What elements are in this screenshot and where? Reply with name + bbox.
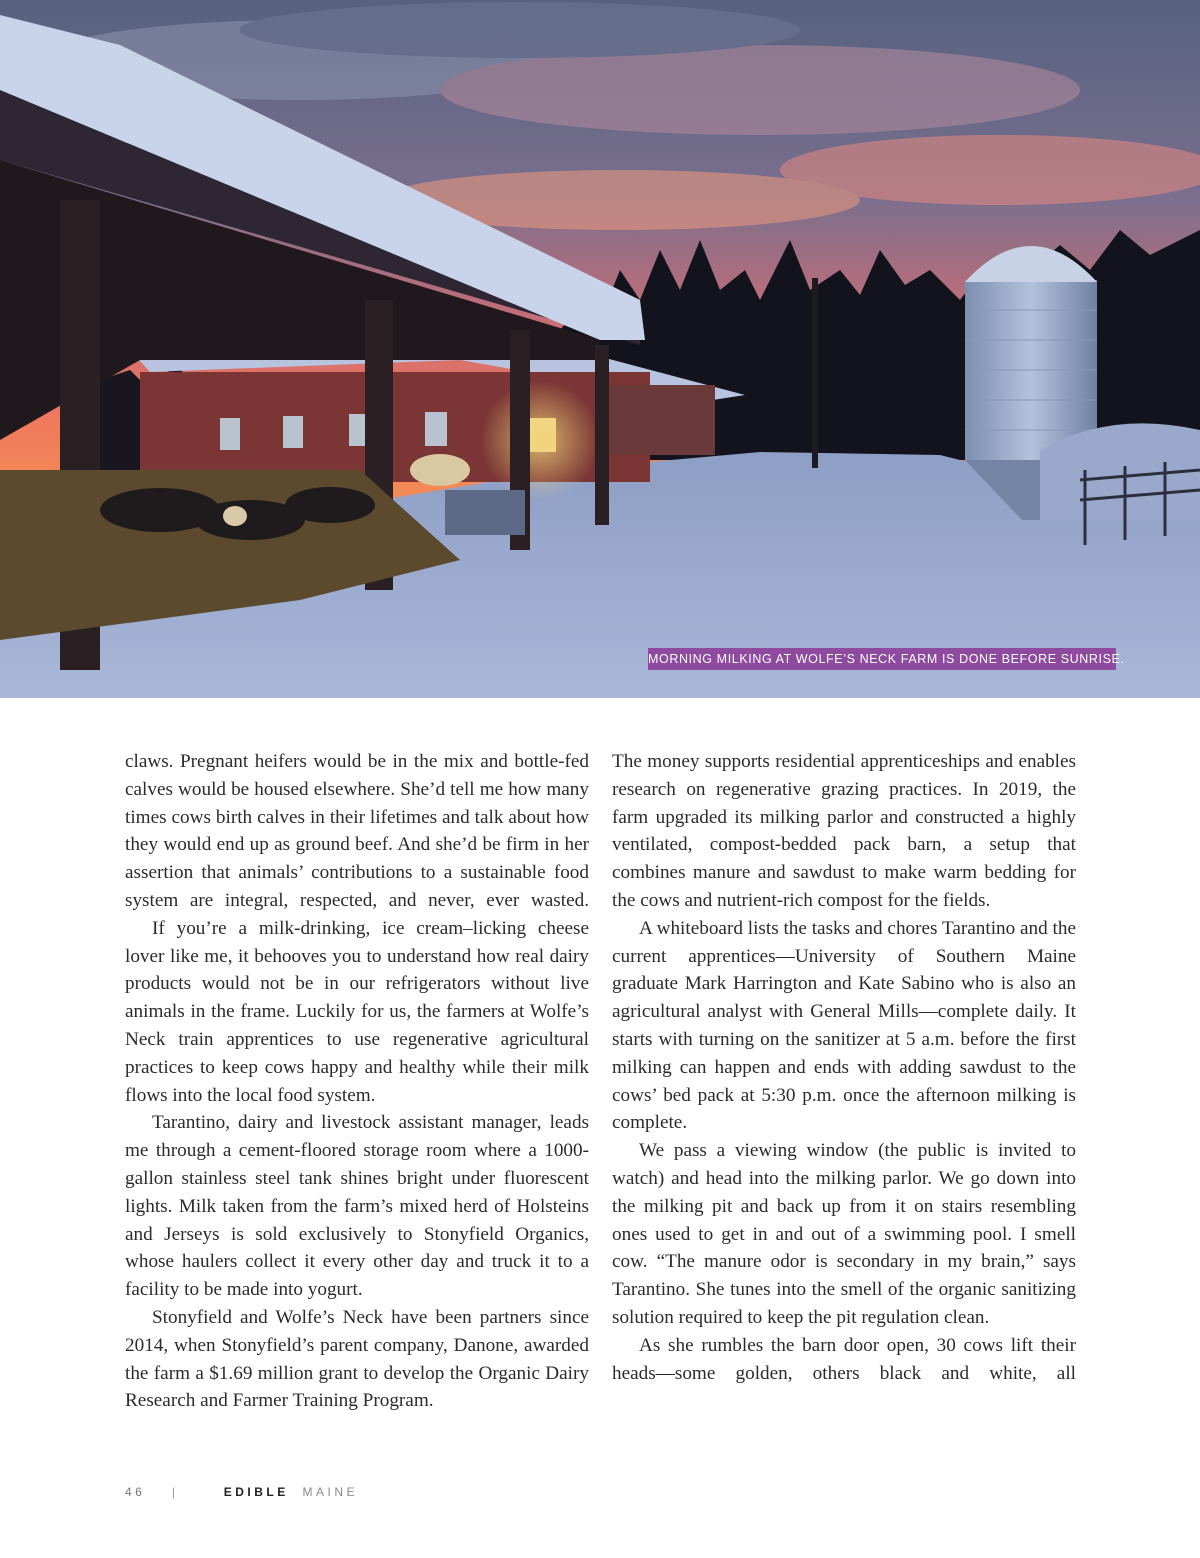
cart [445,490,525,535]
utility-pole [812,278,818,468]
hero-photo [0,0,1200,698]
paragraph: Tarantino, dairy and livestock assistant manager, leads me through a cement-floored storage room where a 1000-gallon stainless steel tank shines bright under fluorescent lights. Milk taken from the farm’s mixed herd of Holsteins and Jerseys is sold exclusively to Stonyfield Organics, whose haulers collect it every other day and truck it to a facility to be made into yogurt. [125,1112,589,1301]
page-number: 46 [125,1485,146,1499]
footer-separator: | [171,1485,175,1499]
photo-caption: MORNING MILKING AT WOLFE’S NECK FARM IS DONE BEFORE SUNRISE. [648,648,1116,670]
paragraph: As she rumbles the barn door open, 30 cows lift their heads—some golden, others black and white, all [612,1334,1076,1384]
page-footer [125,1484,358,1500]
article-column-right [612,748,1076,1387]
brand-name-bold: EDIBLE [223,1485,289,1499]
brand-name-light: MAINE [302,1485,359,1499]
paragraph: A whiteboard lists the tasks and chores Tarantino and the current apprentices—University of Southern Maine graduate Mark Harrington and Kate Sabino who is also an agricultural analyst with General Mills—complete daily. It starts with turning on the sanitizer at 5 a.m. before the first milking can happen and ends with adding sawdust to the cows’ bed pack at 5:30 p.m. once the afternoon milking is complete. [612,917,1076,1134]
paragraph: The money supports residential apprenticeships and enables research on regenerative grazing practices. In 2019, the farm upgraded its milking parlor and constructed a highly ventilated, compost-bedded pack barn, a setup that combines manure and sawdust to make warm bedding for the cows and nutrient-rich compost for the fields. [612,751,1076,911]
paragraph: Stonyfield and Wolfe’s Neck have been partners since 2014, when Stonyfield’s parent company, Danone, awarded the farm a $1.69 million grant to develop the Organic Dairy Research and Farmer Training Program. [125,1306,589,1412]
paragraph: We pass a viewing window (the public is invited to watch) and head into the milking parlor. We go down into the milking pit and back up from it on stairs resembling ones used to get in and out of a swimming pool. I smell cow. “The manure odor is secondary in my brain,” says Tarantino. She tunes into the smell of the organic sanitizing solution required to keep the pit regulation clean. [612,1140,1076,1328]
article-column-left [125,748,589,1415]
paragraph: If you’re a milk-drinking, ice cream–licking cheese lover like me, it behooves you to understand how real dairy products would not be in our refrigerators without live animals in the frame. Luckily for us, the farmers at Wolfe’s Neck train apprentices to use regenerative agricultural practices to keep cows happy and healthy while their milk flows into the local food system. [125,917,589,1106]
paragraph: claws. Pregnant heifers would be in the mix and bottle-fed calves would be housed elsewhere. She’d tell me how many times cows birth calves in their lifetimes and talk about how they would end up as ground beef. And she’d be firm in her assertion that animals’ contributions to a sustainable food system are integral, respected, and never, ever wasted. [125,751,589,911]
farm-dawn-illustration [0,0,1200,698]
